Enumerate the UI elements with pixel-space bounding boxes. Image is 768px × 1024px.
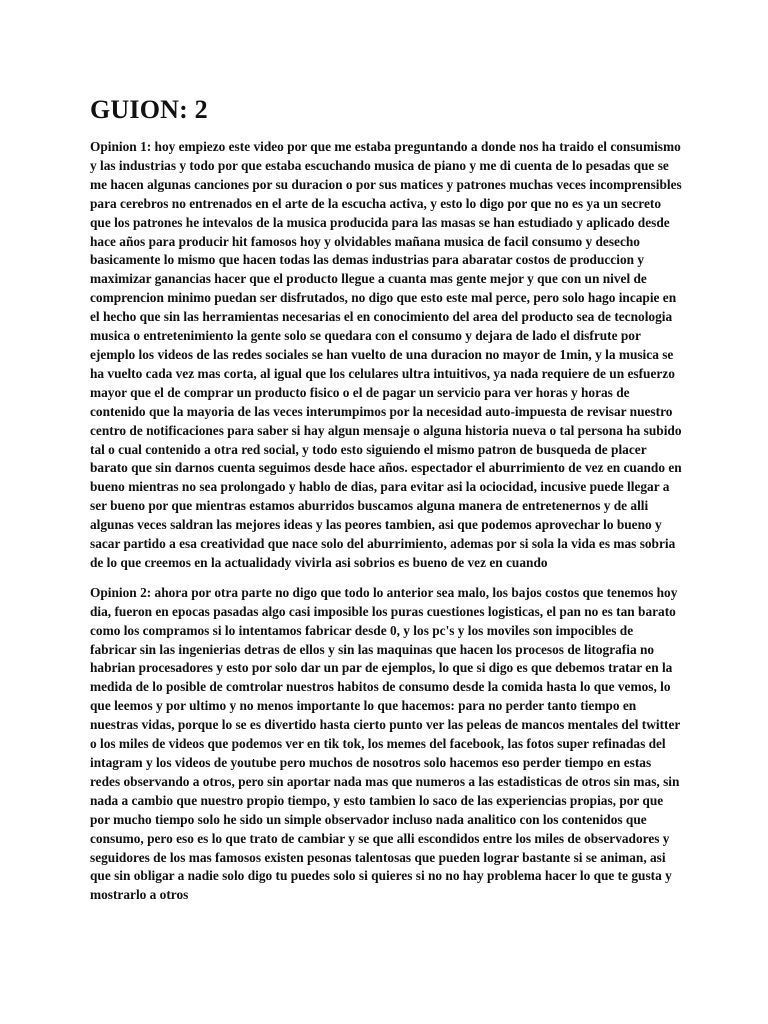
document-title: GUION: 2 [90, 95, 208, 124]
paragraph-opinion-2: Opinion 2: ahora por otra parte no digo que todo lo anterior sea malo, los bajos costos que tenemos hoy dia, fueron en epocas pasadas algo casi imposible los puras cuestiones logisticas, el pan no es tan barato como los compramos si lo intentamos fabricar desde 0, y los pc's y los moviles son impocibles de fabricar sin las ingenierias detras de ellos y sin las maquinas que hacen los procesos de litografia no habrian procesadores y esto por solo dar un par de ejemplos, lo que si digo es que debemos tratar en la medida de lo posible de comtrolar nuestros habitos de consumo desde la comida hasta lo que vemos, lo que leemos y por ultimo y no menos importante lo que hacemos: para no perder tanto tiempo en nuestras vidas, porque lo se es divertido hasta cierto punto ver las peleas de mancos mentales del twitter o los miles de videos que podemos ver en tik tok, los memes del facebook, las fotos super refinadas del intagram y los videos de youtube pero muchos de nosotros solo hacemos eso perder tiempo en estas redes observando a otros, pero sin aportar nada mas que numeros a las estadisticas de otros sin mas, sin nada a cambio que nuestro propio tiempo, y esto tambien lo saco de las experiencias propias, por que por mucho tiempo solo he sido un simple observador incluso nada analitico con los contenidos que consumo, pero eso es lo que trato de cambiar y se que alli escondidos entre los miles de observadores y seguidores de los mas famosos existen pesonas talentosas que pueden lograr bastante si se animan, asi que sin obligar a nadie solo digo tu puedes solo si quieres si no no hay problema hacer lo que te gusta y mostrarlo a otros [90, 584, 681, 903]
paragraph-opinion-1: Opinion 1: hoy empiezo este video por que me estaba preguntando a donde nos ha traido el consumismo y las industrias y todo por que estaba escuchando musica de piano y me di cuenta de lo pesadas que se me hacen algunas canciones por su duracion o por sus matices y patrones muchas veces incomprensibles para cerebros no entrenados en el arte de la escucha activa, y esto lo digo por que no es ya un secreto que los patrones he intevalos de la musica producida para las masas se han estudiado y aplicado desde hace años para producir hit famosos hoy y olvidables mañana musica de facil consumo y desecho basicamente lo mismo que hacen todas las demas industrias para abaratar costos de produccion y maximizar ganancias hacer que el producto llegue a cuanta mas gente mejor y que con un nivel de comprencion minimo puedan ser disfrutados, no digo que esto este mal perce, pero solo hago incapie en el hecho que sin las herramientas necesarias el en conocimiento del area del producto sea de tecnologia musica o entretenimiento la gente solo se quedara con el consumo y dejara de lado el disfrute por ejemplo los videos de las redes sociales se han vuelto de una duracion no mayor de 1min, y la musica se ha vuelto cada vez mas corta, al igual que los celulares ultra intuitivos, ya nada requiere de un esfuerzo mayor que el de comprar un producto fisico o el de pagar un servicio para ver horas y horas de contenido que la mayoria de las veces interumpimos por la necesidad auto-impuesta de revisar nuestro centro de notificaciones para saber si hay algun mensaje o alguna historia nueva o tal persona ha subido tal o cual contenido a otra red social, y todo esto siguiendo el mismo patron de busqueda de placer barato que sin darnos cuenta seguimos desde hace años. espectador el aburrimiento de vez en cuando en bueno mientras no sea prolongado y hablo de dias, para evitar asi la ociocidad, incusive puede llegar a ser bueno por que mientras estamos aburridos buscamos alguna manera de entretenernos y de alli algunas veces saldran las mejores ideas y las peores tambien, asi que podemos aprovechar lo bueno y sacar partido a esa creatividad que nace solo del aburrimiento, ademas por si sola la vida es mas sobria de lo que creemos en la actualidady vivirla asi sobrios es bueno de vez en cuando [90, 139, 682, 570]
document-page [90, 92, 682, 905]
